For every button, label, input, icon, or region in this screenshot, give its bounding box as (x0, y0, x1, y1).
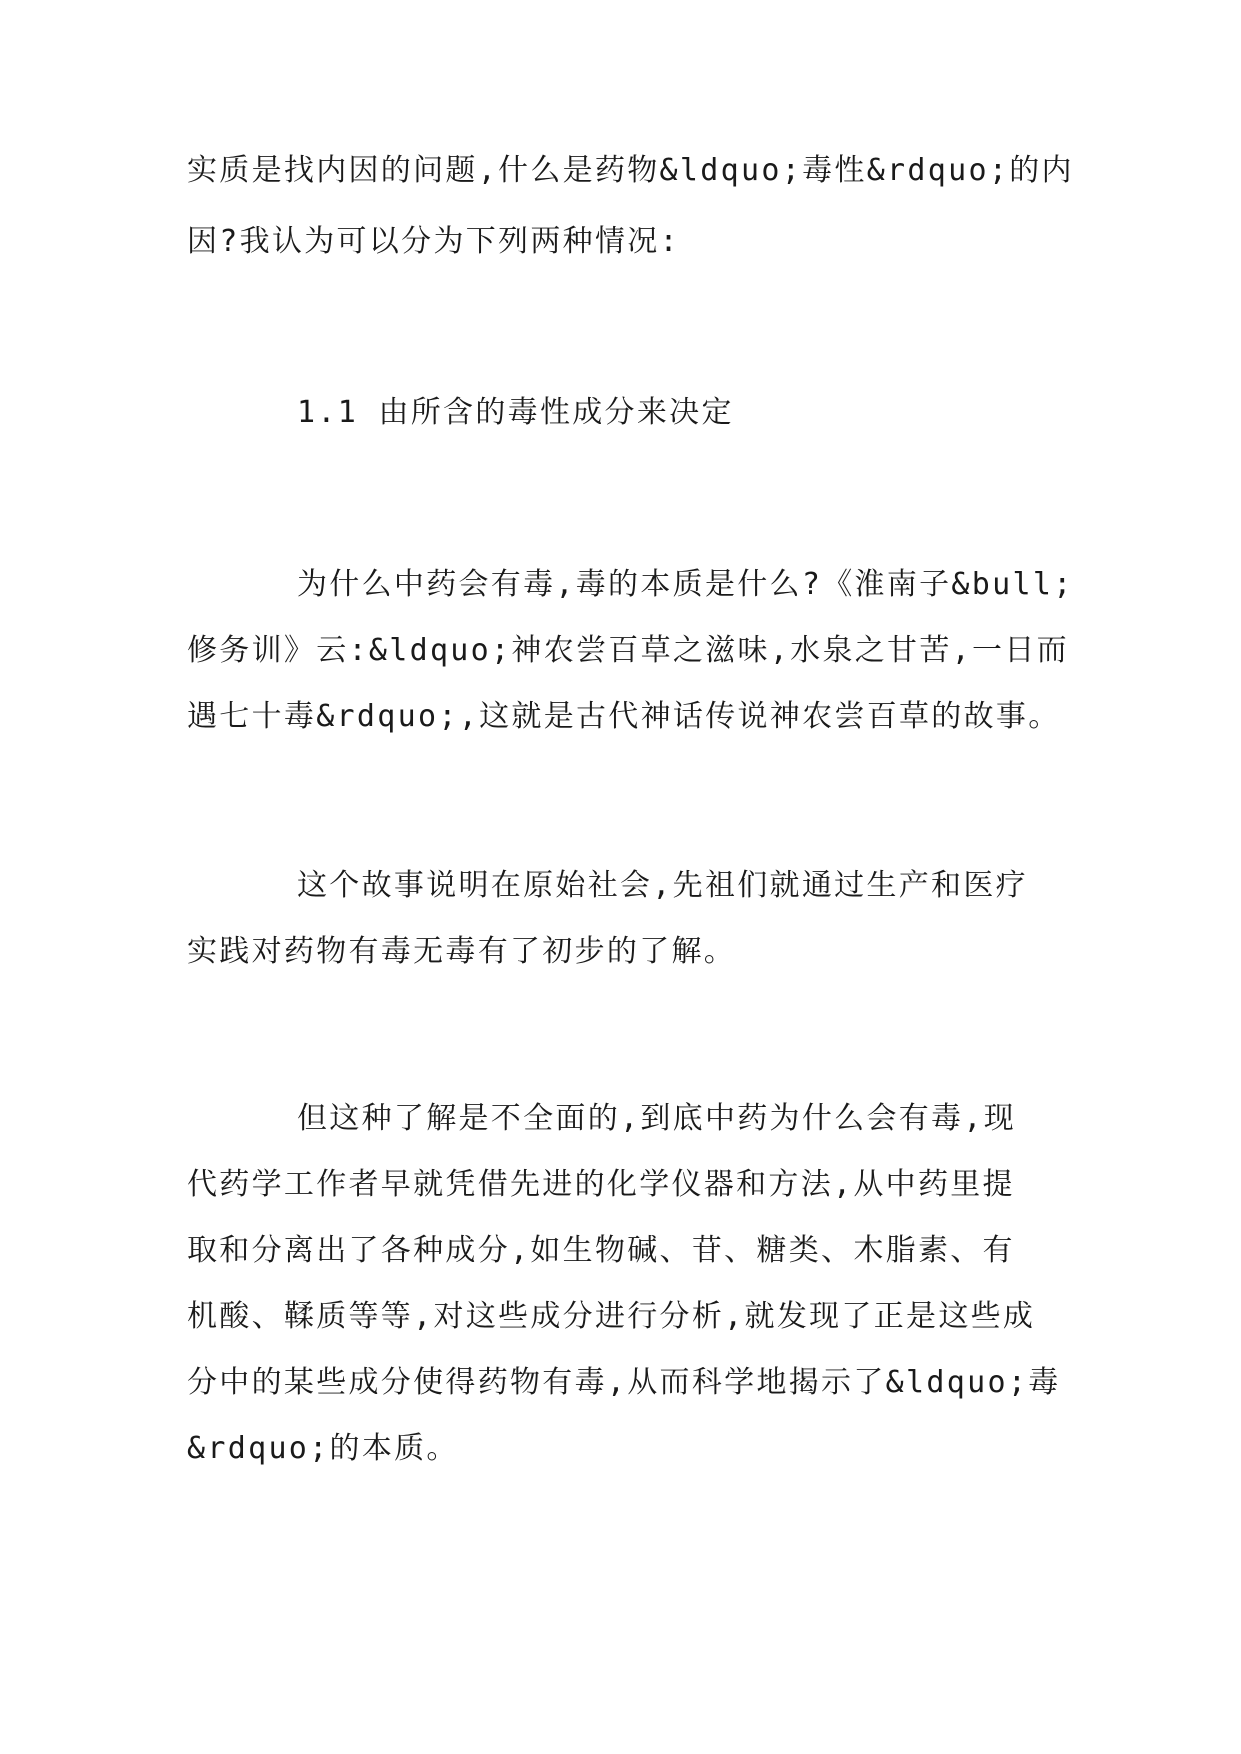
paragraph-4-line-1: 这个故事说明在原始社会,先祖们就通过生产和医疗 (297, 868, 1028, 903)
paragraph-1-line-1: 实质是找内因的问题,什么是药物&ldquo;毒性&rdquo;的内 (187, 153, 1074, 188)
paragraph-5-line-5: 分中的某些成分使得药物有毒,从而科学地揭示了&ldquo;毒 (187, 1365, 1061, 1400)
paragraph-5-line-2: 代药学工作者早就凭借先进的化学仪器和方法,从中药里提 (187, 1167, 1015, 1202)
section-heading-1-1: 1.1 由所含的毒性成分来决定 (297, 395, 734, 430)
paragraph-3-line-3: 遇七十毒&rdquo;,这就是古代神话传说神农尝百草的故事。 (187, 699, 1061, 734)
paragraph-5-line-1: 但这种了解是不全面的,到底中药为什么会有毒,现 (297, 1101, 1017, 1136)
paragraph-5-line-3: 取和分离出了各种成分,如生物碱、苷、糖类、木脂素、有 (187, 1233, 1015, 1268)
paragraph-5-line-4: 机酸、鞣质等等,对这些成分进行分析,就发现了正是这些成 (187, 1299, 1036, 1334)
paragraph-1-line-2: 因?我认为可以分为下列两种情况: (187, 224, 680, 259)
paragraph-3-line-2: 修务训》云:&ldquo;神农尝百草之滋味,水泉之甘苦,一日而 (187, 633, 1069, 668)
paragraph-3-line-1: 为什么中药会有毒,毒的本质是什么?《淮南子&bull; (297, 567, 1074, 602)
paragraph-5-line-6: &rdquo;的本质。 (187, 1431, 459, 1466)
paragraph-4-line-2: 实践对药物有毒无毒有了初步的了解。 (187, 934, 737, 969)
